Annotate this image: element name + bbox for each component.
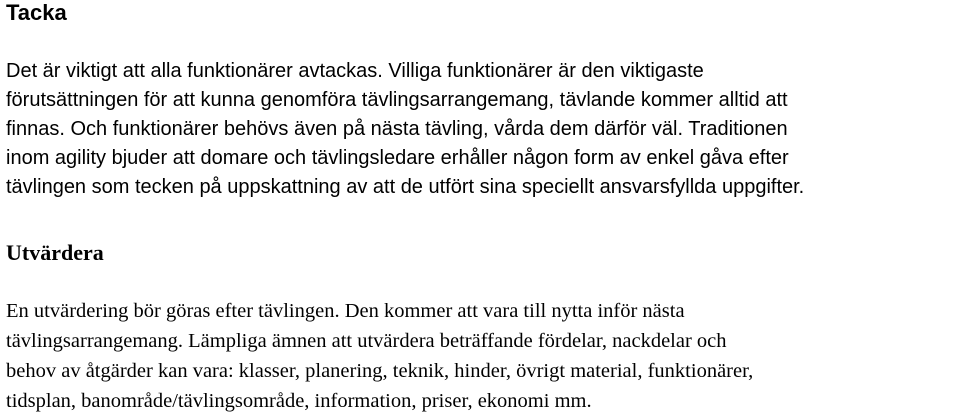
- paragraph-line: Det är viktigt att alla funktionärer avtackas. Villiga funktionärer är den viktigaste: [6, 60, 704, 82]
- paragraph-line: inom agility bjuder att domare och tävlingsledare erhåller någon form av enkel gåva efter: [6, 147, 789, 169]
- paragraph-utvardera: [6, 296, 958, 416]
- paragraph-line: tidsplan, banområde/tävlingsområde, information, priser, ekonomi mm.: [6, 390, 592, 412]
- paragraph-line: behov av åtgärder kan vara: klasser, planering, teknik, hinder, övrigt material, funktionärer,: [6, 360, 754, 382]
- paragraph-tacka: [6, 57, 956, 202]
- paragraph-line: finnas. Och funktionärer behövs även på nästa tävling, vårda dem därför väl. Traditionen: [6, 118, 788, 140]
- heading-utvardera: Utvärdera: [6, 240, 104, 265]
- paragraph-line: tävlingsarrangemang. Lämpliga ämnen att utvärdera beträffande fördelar, nackdelar och: [6, 330, 727, 352]
- paragraph-line: tävlingen som tecken på uppskattning av att de utfört sina speciellt ansvarsfyllda uppgifter.: [6, 176, 805, 198]
- heading-tacka: Tacka: [6, 0, 67, 25]
- paragraph-line: En utvärdering bör göras efter tävlingen. Den kommer att vara till nytta inför nästa: [6, 300, 685, 322]
- paragraph-line: förutsättningen för att kunna genomföra tävlingsarrangemang, tävlande kommer alltid att: [6, 89, 788, 111]
